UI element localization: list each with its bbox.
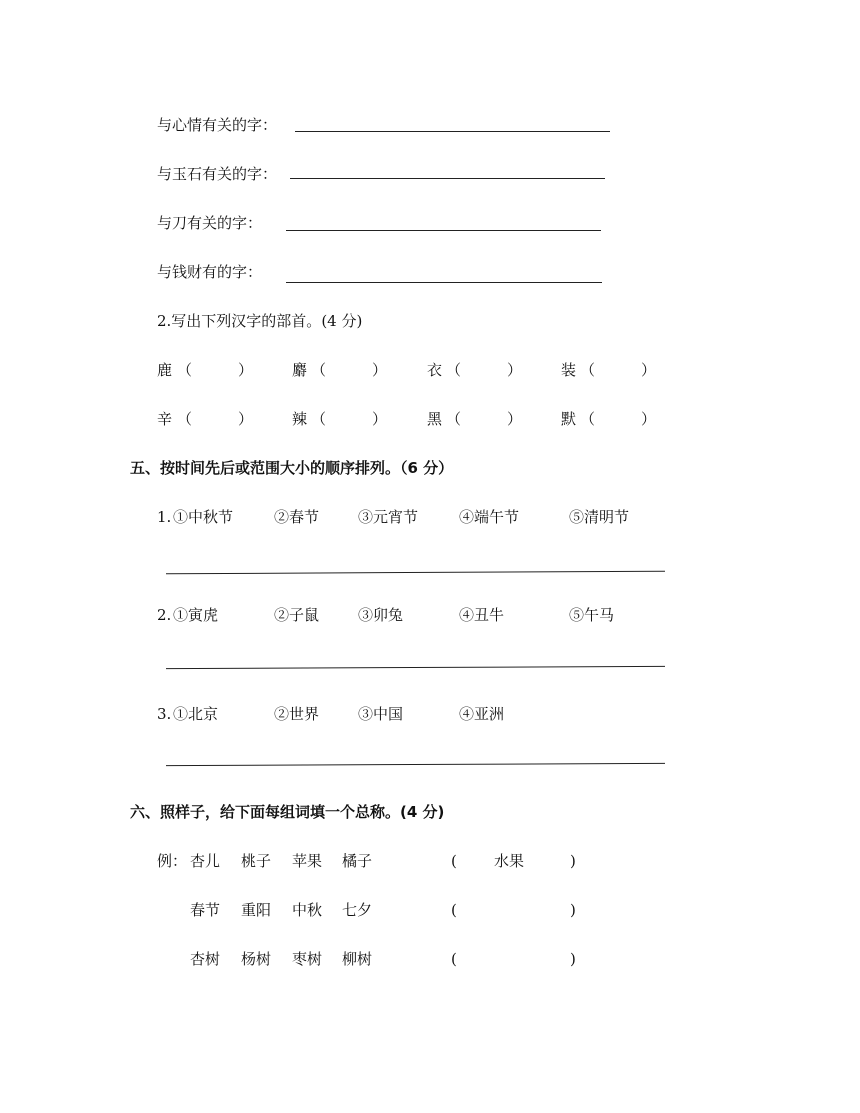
- answer-line[interactable]: [286, 230, 601, 231]
- item-number: 3.: [157, 705, 172, 723]
- option: ①寅虎: [173, 606, 219, 624]
- section-5-title: 五、按时间先后或范围大小的顺序排列。（6 分）: [130, 459, 454, 477]
- option: ②世界: [274, 705, 320, 723]
- word: 柳树: [342, 950, 373, 968]
- open-paren: （: [580, 361, 596, 379]
- option: ③中国: [358, 705, 404, 723]
- radical-char: 黑: [427, 410, 443, 428]
- close-paren: ）: [507, 410, 523, 428]
- close-paren: ）: [372, 361, 388, 379]
- close-paren: ): [570, 901, 576, 919]
- word: 中秋: [292, 901, 323, 919]
- word: 枣树: [292, 950, 323, 968]
- close-paren: ）: [238, 361, 254, 379]
- answer-line[interactable]: [286, 282, 602, 283]
- answer-line[interactable]: [295, 131, 610, 132]
- option: ①北京: [173, 705, 219, 723]
- answer-line[interactable]: [166, 666, 665, 669]
- answer-line[interactable]: [166, 763, 665, 766]
- open-paren: (: [451, 901, 457, 919]
- close-paren: ): [570, 852, 576, 870]
- question-title: 2.写出下列汉字的部首。(4 分): [157, 312, 363, 330]
- radical-char: 鹿: [157, 361, 173, 379]
- category-label-knife: 与刀有关的字：: [157, 214, 263, 232]
- category-label-jade: 与玉石有关的字：: [157, 165, 278, 183]
- word: 杏树: [190, 950, 221, 968]
- item-number: 1.: [157, 508, 172, 526]
- option: ③卯兔: [358, 606, 404, 624]
- radical-char: 衣: [427, 361, 443, 379]
- category-label-mood: 与心情有关的字：: [157, 116, 278, 134]
- option: ③元宵节: [358, 508, 419, 526]
- answer-line[interactable]: [290, 178, 605, 179]
- word: 苹果: [292, 852, 323, 870]
- option: ⑤清明节: [569, 508, 630, 526]
- radical-char: 辛: [157, 410, 173, 428]
- option: ⑤午马: [569, 606, 615, 624]
- option: ④亚洲: [459, 705, 505, 723]
- open-paren: (: [451, 852, 457, 870]
- open-paren: （: [580, 410, 596, 428]
- radical-char: 麝: [292, 361, 308, 379]
- open-paren: （: [446, 361, 462, 379]
- close-paren: ）: [641, 410, 657, 428]
- item-number: 2.: [157, 606, 172, 624]
- section-6-title: 六、照样子，给下面每组词填一个总称。(4 分): [130, 803, 445, 821]
- option: ④端午节: [459, 508, 520, 526]
- close-paren: ）: [238, 410, 254, 428]
- open-paren: （: [311, 410, 327, 428]
- word: 杨树: [241, 950, 272, 968]
- word: 重阳: [241, 901, 272, 919]
- word: 七夕: [342, 901, 373, 919]
- open-paren: (: [451, 950, 457, 968]
- open-paren: （: [311, 361, 327, 379]
- example-prefix: 例：: [157, 852, 188, 870]
- close-paren: ）: [372, 410, 388, 428]
- open-paren: （: [446, 410, 462, 428]
- word: 杏儿: [190, 852, 221, 870]
- option: ①中秋节: [173, 508, 234, 526]
- radical-char: 辣: [292, 410, 308, 428]
- open-paren: （: [177, 361, 193, 379]
- open-paren: （: [177, 410, 193, 428]
- radical-char: 默: [561, 410, 577, 428]
- word: 春节: [190, 901, 221, 919]
- close-paren: ）: [507, 361, 523, 379]
- option: ④丑牛: [459, 606, 505, 624]
- option: ②子鼠: [274, 606, 320, 624]
- category-label-money: 与钱财有的字：: [157, 263, 263, 281]
- answer-line[interactable]: [166, 571, 665, 575]
- radical-char: 装: [561, 361, 577, 379]
- close-paren: ）: [641, 361, 657, 379]
- word: 橘子: [342, 852, 373, 870]
- option: ②春节: [274, 508, 320, 526]
- close-paren: ): [570, 950, 576, 968]
- answer-example: 水果: [494, 852, 525, 870]
- word: 桃子: [241, 852, 272, 870]
